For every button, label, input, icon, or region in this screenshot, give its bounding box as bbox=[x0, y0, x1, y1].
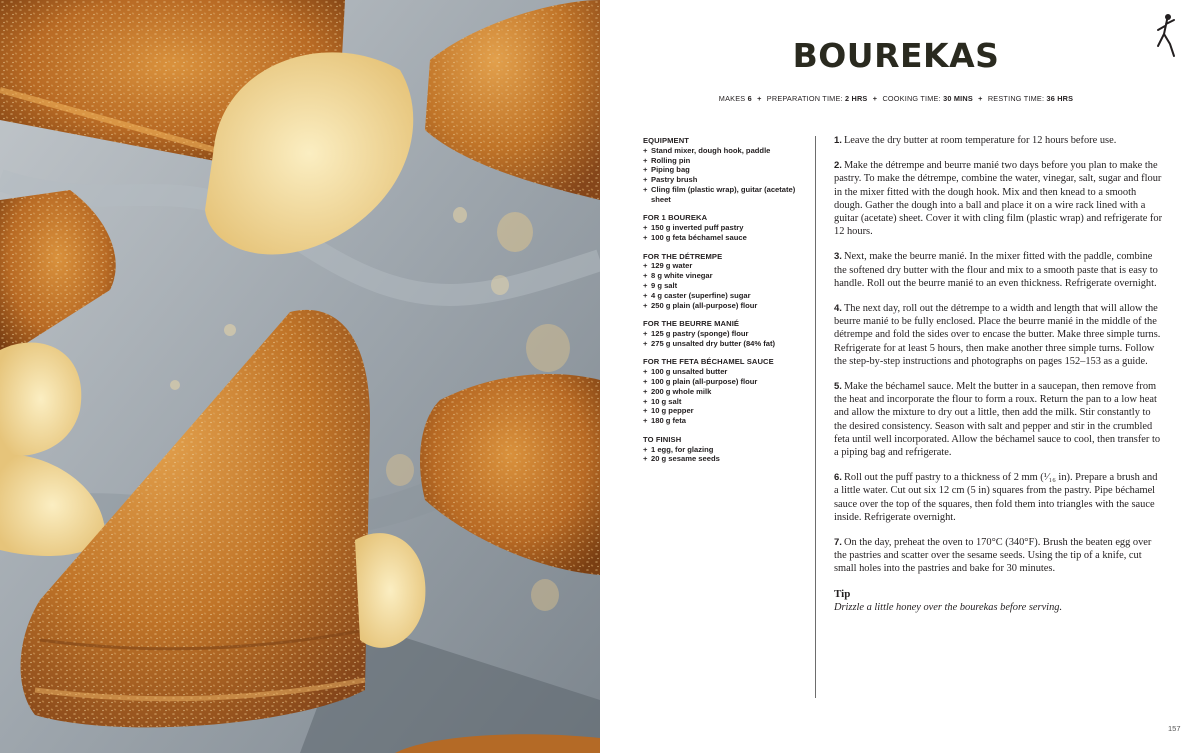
ingredient-group-heading: FOR THE BEURRE MANIÉ bbox=[643, 319, 740, 329]
ingredient-item: + Pastry brush bbox=[643, 175, 803, 185]
page-number: 157 bbox=[1168, 724, 1181, 733]
meta-makes-label: MAKES bbox=[718, 94, 746, 103]
ingredient-group-detrempe bbox=[643, 252, 803, 311]
meta-prep-value: 2 HRS bbox=[845, 94, 868, 103]
step-number: 6. bbox=[834, 472, 842, 484]
step-text: Make the détrempe and beurre manié two days before you plan to make the pastry. To make the détrempe, combine the water, vinegar, salt, sugar and flour in the mixer fitted with the dough hook. Mix and then knead to a smooth dough. Gather the dough into a ball and place it on a wire rack lined with a guitar (acetate) sheet. Cover it with cling film (plastic wrap) and refrigerate for 12 hours. bbox=[834, 160, 1163, 238]
method-step-6 bbox=[834, 471, 1164, 524]
ingredient-item: + Piping bag bbox=[643, 165, 803, 175]
column-divider bbox=[815, 136, 816, 698]
step-text: Make the béchamel sauce. Melt the butter in a saucepan, then remove from the heat and incorporate the flour to form a roux. Return the pan to a low heat and allow the mixture to dry out a little, then add the milk. Stir constantly to the desired consistency. Season with salt and pepper and stir in the crumbled feta until well incorporated. Allow the béchamel sauce to cool, then transfer to a piping bag and refrigerate. bbox=[834, 381, 1161, 459]
ingredient-item: + 4 g caster (superfine) sugar bbox=[643, 291, 803, 301]
ingredient-item: + 150 g inverted puff pastry bbox=[643, 223, 803, 233]
method-column bbox=[834, 134, 1164, 614]
meta-cook-label: COOKING TIME: bbox=[882, 94, 941, 103]
ingredient-item: + Cling film (plastic wrap), guitar (acetate) sheet bbox=[643, 185, 803, 205]
method-step-4 bbox=[834, 302, 1164, 368]
ingredient-group-boureka bbox=[643, 213, 803, 242]
ingredient-group-heading: FOR THE DÉTREMPE bbox=[643, 251, 723, 261]
ingredient-group-bechamel bbox=[643, 357, 803, 426]
step-text: Leave the dry butter at room temperature for 12 hours before use. bbox=[843, 135, 1117, 146]
ingredient-item: + 9 g salt bbox=[643, 281, 803, 291]
ingredient-group-heading: EQUIPMENT bbox=[643, 136, 690, 145]
ingredient-item: + 10 g salt bbox=[643, 397, 803, 407]
tip-title: Tip bbox=[834, 587, 851, 600]
ingredient-item: + 250 g plain (all-purpose) flour bbox=[643, 301, 803, 311]
step-number: 1. bbox=[834, 135, 842, 146]
ingredient-item: + 1 egg, for glazing bbox=[643, 445, 803, 455]
step-text: Roll out the puff pastry to a thickness of 2 mm (¹⁄₁₆ in). Prepare a brush and a little water. Cut out six 12 cm (5 in) squares from the pastry. Pipe béchamel sauce over the top of the squares, then fold them into triangles with the sauce inside. Refrigerate overnight. bbox=[834, 472, 1158, 523]
ingredient-group-heading: FOR THE FETA BÉCHAMEL SAUCE bbox=[643, 357, 774, 367]
step-text: The next day, roll out the détrempe to a width and length that will allow the beurre manié to be fully enclosed. Place the beurre manié in the middle of the détrempe and fold the sides over to encase the butter. Make three simple turns. Refrigerate for at least 5 hours, then make another three simple turns. Follow the step-by-step instructions and photographs on pages 152–153 as a guide. bbox=[834, 303, 1161, 367]
method-step-1 bbox=[834, 134, 1164, 147]
step-number: 2. bbox=[834, 160, 842, 172]
method-step-7 bbox=[834, 536, 1164, 576]
tip-text: Drizzle a little honey over the bourekas before serving. bbox=[834, 601, 1063, 613]
ingredient-group-beurre-manie bbox=[643, 319, 803, 348]
ingredient-group-heading: TO FINISH bbox=[643, 434, 682, 444]
ingredient-item: + Stand mixer, dough hook, paddle bbox=[643, 146, 803, 156]
ingredient-item: + 129 g water bbox=[643, 261, 803, 271]
step-number: 4. bbox=[834, 303, 842, 315]
method-step-3 bbox=[834, 250, 1164, 290]
ingredient-group-heading: FOR 1 BOUREKA bbox=[643, 213, 708, 223]
meta-makes-value: 6 bbox=[747, 94, 752, 103]
ingredient-item: + 200 g whole milk bbox=[643, 387, 803, 397]
method-step-5 bbox=[834, 380, 1164, 459]
step-number: 5. bbox=[834, 381, 842, 393]
step-text: Next, make the beurre manié. In the mixer fitted with the paddle, combine the softened dry butter with the flour and mix to a smooth paste that is easy to handle. Roll out the beurre manié to an even thickness. Refrigerate overnight. bbox=[834, 251, 1158, 289]
meta-rest-label: RESTING TIME: bbox=[987, 94, 1045, 103]
ingredient-item: + 100 g feta béchamel sauce bbox=[643, 233, 803, 243]
meta-rest-value: 36 HRS bbox=[1046, 94, 1074, 103]
ingredient-group-equipment bbox=[643, 136, 803, 205]
meta-cook-value: 30 MINS bbox=[943, 94, 973, 103]
step-text: On the day, preheat the oven to 170°C (340°F). Brush the beaten egg over the pastries and scatter over the sesame seeds. Using the tip of a knife, cut small holes into the pastries and bake for 30 minutes. bbox=[834, 537, 1152, 575]
recipe-meta: MAKES 6 + PREPARATION TIME: 2 HRS + COOKING TIME: 30 MINS + RESTING TIME: 36 HRS bbox=[718, 94, 1074, 103]
ingredients-column bbox=[643, 136, 803, 473]
step-number: 3. bbox=[834, 251, 842, 263]
meta-prep-label: PREPARATION TIME: bbox=[766, 94, 843, 103]
ingredient-item: + 20 g sesame seeds bbox=[643, 454, 803, 464]
ingredient-item: + 125 g pastry (sponge) flour bbox=[643, 329, 803, 339]
recipe-page bbox=[600, 0, 1200, 753]
ingredient-item: + 8 g white vinegar bbox=[643, 271, 803, 281]
method-step-2 bbox=[834, 159, 1164, 238]
ingredient-group-to-finish bbox=[643, 435, 803, 464]
step-number: 7. bbox=[834, 537, 842, 549]
ingredient-item: + 100 g plain (all-purpose) flour bbox=[643, 377, 803, 387]
ingredient-item: + 275 g unsalted dry butter (84% fat) bbox=[643, 339, 803, 349]
ingredient-item: + 180 g feta bbox=[643, 416, 803, 426]
ingredient-item: + Rolling pin bbox=[643, 156, 803, 166]
ingredient-item: + 100 g unsalted butter bbox=[643, 367, 803, 377]
ingredient-item: + 10 g pepper bbox=[643, 406, 803, 416]
recipe-title: BOUREKAS bbox=[792, 36, 1000, 75]
